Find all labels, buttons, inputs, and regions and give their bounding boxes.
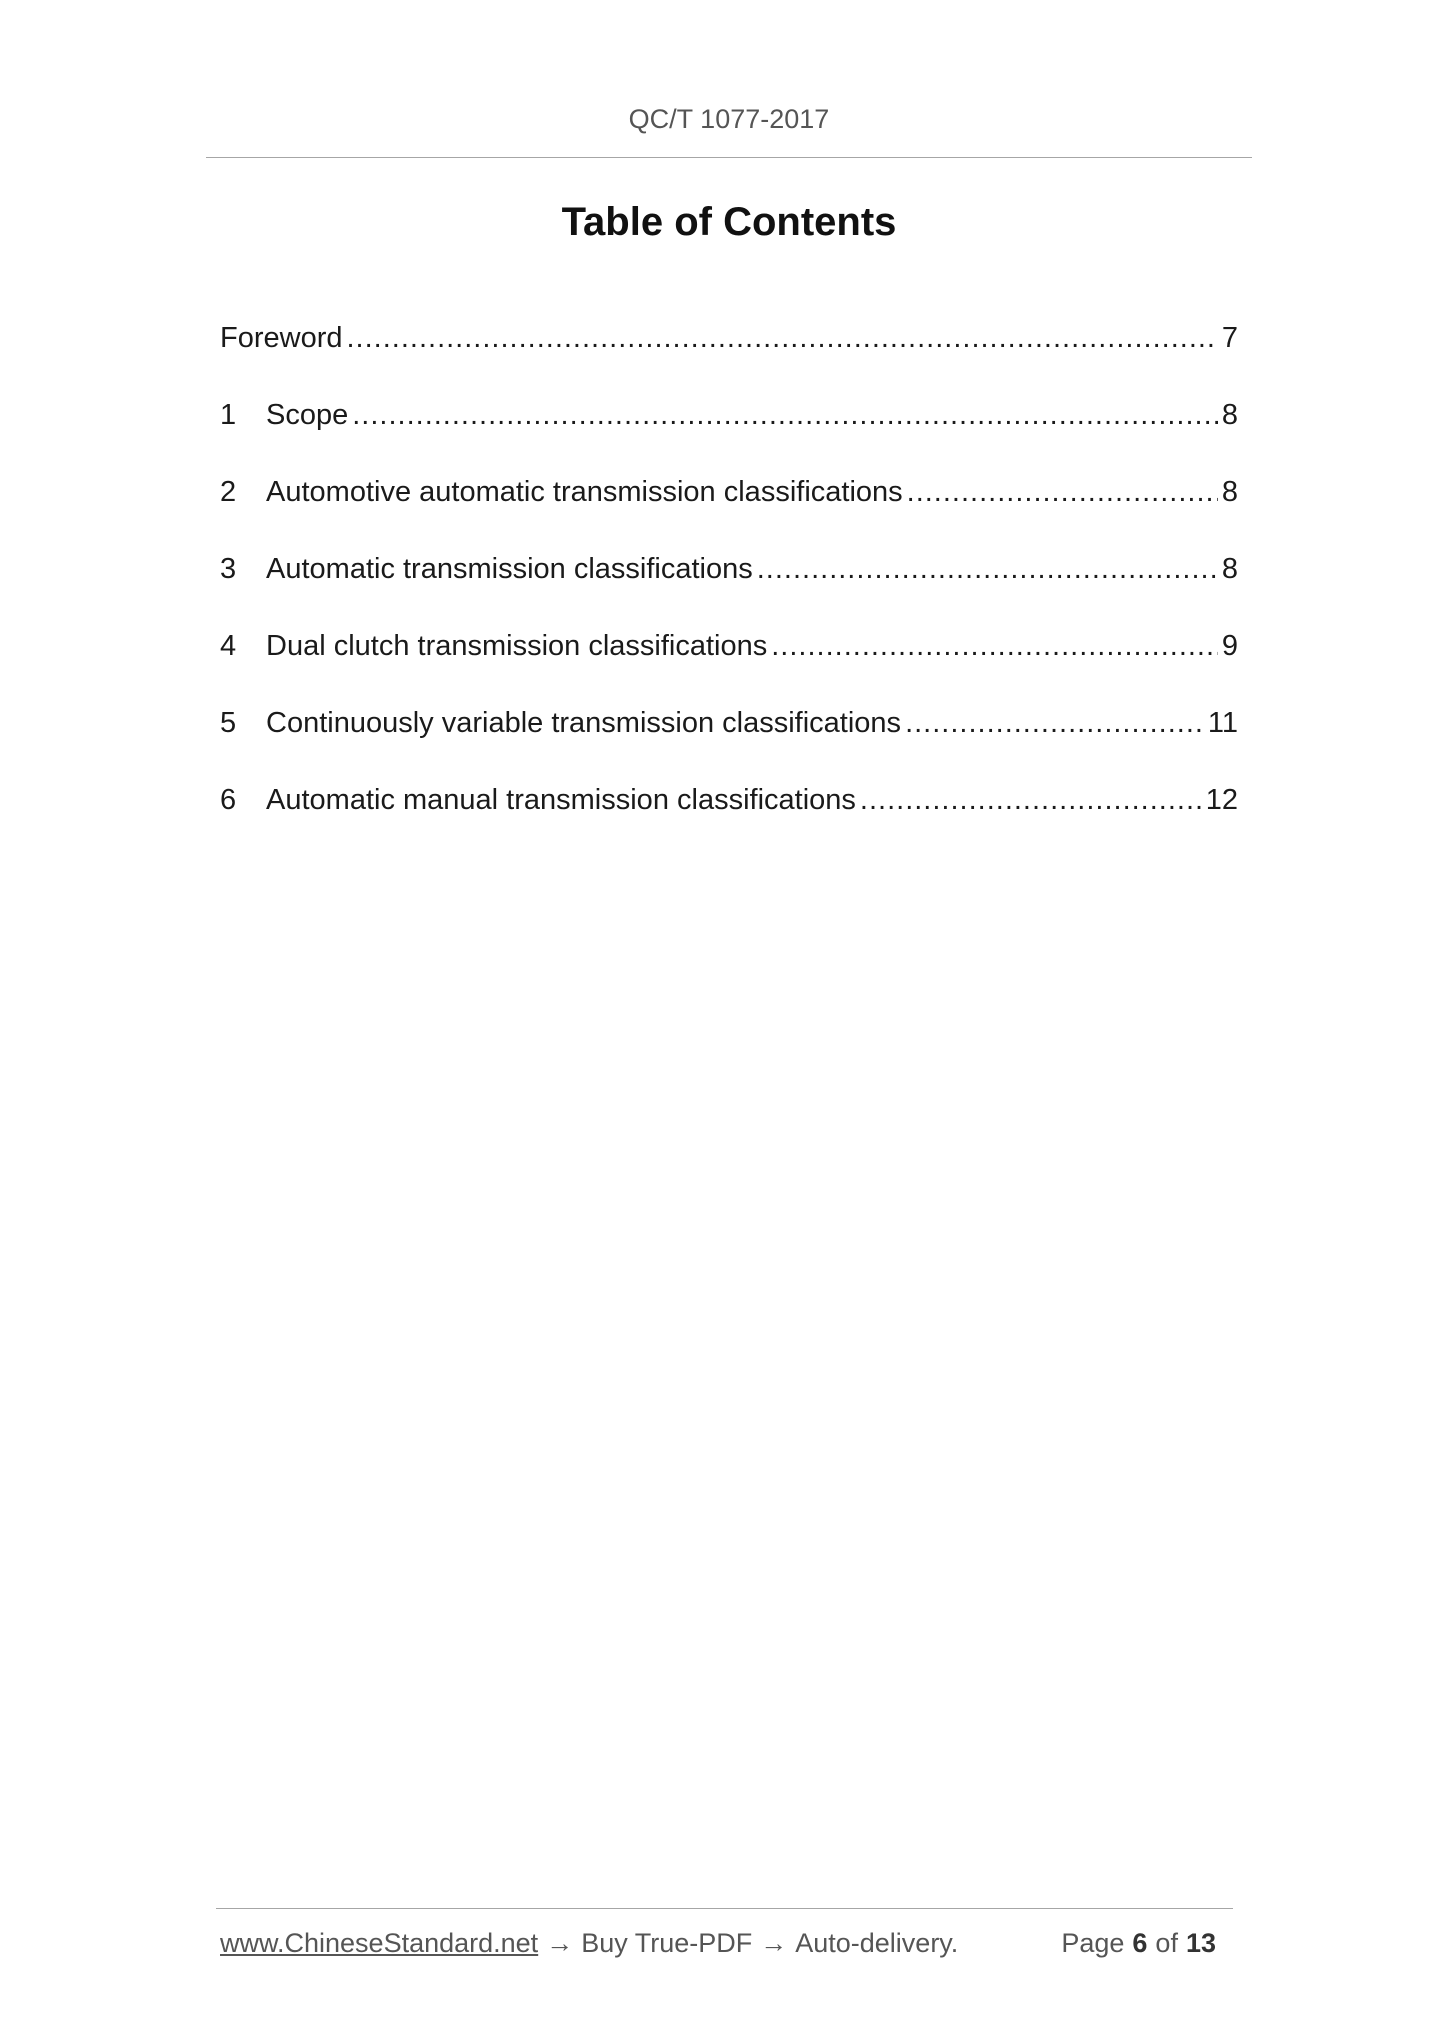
toc-entry-number: 5	[220, 707, 237, 739]
buy-true-pdf-text: Buy True-PDF	[581, 1928, 753, 1958]
chinesestandard-link[interactable]: www.ChineseStandard.net	[220, 1928, 539, 1958]
toc-dot-leader	[907, 476, 1218, 509]
of-label: of	[1155, 1928, 1178, 1958]
toc-entry-number: 1	[220, 399, 237, 431]
toc-entry-text: Automotive automatic transmission classifications	[266, 476, 903, 508]
toc-entry-text: Dual clutch transmission classifications	[266, 630, 768, 662]
toc-entry-page: 12	[1205, 784, 1238, 816]
footer-divider	[216, 1908, 1233, 1909]
toc-entry-page: 7	[1221, 322, 1238, 354]
auto-delivery-text: Auto-delivery.	[795, 1928, 959, 1958]
toc-entry-page: 8	[1221, 553, 1238, 585]
table-of-contents	[220, 322, 1238, 861]
toc-entry-page: 9	[1221, 630, 1238, 662]
page-label: Page	[1061, 1928, 1125, 1958]
toc-dot-leader	[905, 707, 1204, 740]
toc-entry-text: Foreword	[220, 322, 343, 354]
toc-entry-section-6[interactable]	[220, 784, 1238, 861]
toc-entry-number: 3	[220, 553, 237, 585]
footer-promo	[220, 1928, 1061, 1959]
toc-title: Table of Contents	[561, 200, 897, 244]
toc-dot-leader	[757, 553, 1218, 586]
toc-dot-leader	[347, 322, 1218, 355]
toc-entry-text: Automatic manual transmission classifications	[266, 784, 856, 816]
toc-entry-section-3[interactable]	[220, 553, 1238, 630]
toc-entry-scope[interactable]	[220, 399, 1238, 476]
toc-entry-page: 8	[1221, 399, 1238, 431]
toc-dot-leader	[352, 399, 1218, 432]
toc-entry-page: 11	[1207, 707, 1238, 739]
toc-entry-text: Continuously variable transmission classifications	[266, 707, 902, 739]
toc-entry-section-5[interactable]	[220, 707, 1238, 784]
toc-entry-number: 2	[220, 476, 237, 508]
arrow-right-icon: →	[760, 1928, 788, 1958]
toc-dot-leader	[771, 630, 1218, 663]
toc-entry-foreword[interactable]	[220, 322, 1238, 399]
toc-entry-page: 8	[1221, 476, 1238, 508]
header-divider	[206, 157, 1252, 158]
toc-entry-text: Automatic transmission classifications	[266, 553, 753, 585]
arrow-right-icon: →	[546, 1928, 574, 1958]
toc-entry-section-2[interactable]	[220, 476, 1238, 553]
current-page-number: 6	[1132, 1928, 1148, 1958]
total-pages-number: 13	[1185, 1928, 1216, 1958]
toc-entry-number: 4	[220, 630, 237, 662]
document-code-header: QC/T 1077-2017	[628, 104, 830, 134]
page-footer	[220, 1928, 1230, 1959]
toc-entry-section-4[interactable]	[220, 630, 1238, 707]
toc-entry-text: Scope	[266, 399, 349, 431]
page-indicator	[1061, 1928, 1224, 1959]
toc-dot-leader	[860, 784, 1202, 817]
toc-entry-number: 6	[220, 784, 237, 816]
